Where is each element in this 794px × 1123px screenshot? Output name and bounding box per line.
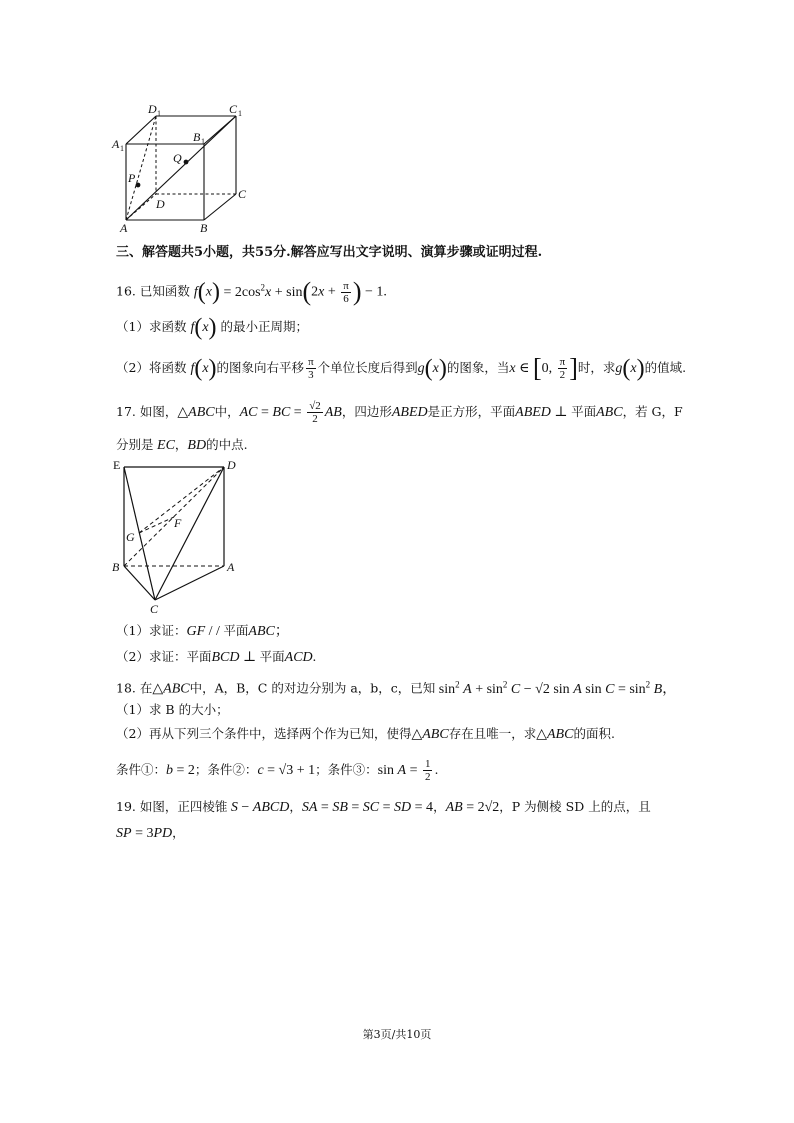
q17-statement: 17. 如图，△ABC中，AC = BC = $\frac{√2}{2}$ AB，四边形ABED是正方形，平面ABED ⊥ 平面ABC，若 G，F (116, 400, 683, 425)
q16-part2-c: 个单位长度后得到 (317, 360, 418, 375)
label-c: C (238, 187, 247, 201)
q18-prefix: 18. 在 (116, 680, 153, 696)
q17-part1: （1）求证：GF / / 平面ABC； (116, 623, 289, 639)
q16-part2-f: 的值域. (644, 360, 687, 375)
prism-figure (108, 455, 248, 617)
q19-line2: SP = 3PD， (116, 825, 185, 841)
q17-mid5: ，若 G，F (622, 404, 683, 419)
label-b: B (112, 560, 120, 574)
q18-part2-a: （2）再从下列三个条件中，选择两个作为已知，使得 (116, 726, 412, 741)
q18-end: . (434, 762, 439, 777)
label-d1-sub: 1 (157, 109, 161, 118)
section-heading: 三、解答题共5小题，共55分.解答应写出文字说明、演算步骤或证明过程. (116, 245, 543, 260)
q17-prefix: 17. 如图， (116, 404, 178, 419)
q16-part2-d: 的图象，当 (446, 360, 510, 375)
label-f: F (174, 516, 182, 530)
q17-line2-c: 的中点. (206, 437, 248, 452)
label-c1-sub: 1 (238, 109, 242, 118)
label-g: G (126, 530, 135, 544)
label-p: P (128, 171, 136, 185)
label-q: Q (173, 151, 182, 165)
q18-statement: 18. 在△ABC中，A，B，C 的对边分别为 a，b，c，已知 $\sin^2 A + \sin^2 C - √2$ sin A $\sin C = \sin^2 B$， (116, 679, 677, 697)
q18-mid1: 中，A，B，C 的对边分别为 a，b，c，已知 (189, 680, 436, 696)
q17-line2-a: 分别是 (116, 437, 154, 452)
q18-part2-c: 的面积. (573, 726, 615, 741)
cube-figure (108, 100, 258, 235)
q19-statement: 19. 如图，正四棱锥 S − ABCD，SA = SB = SC = SD = 4，AB = 2√2，P 为侧棱 SD 上的点，且 (116, 799, 651, 815)
q18-cond1: 条件①： (116, 762, 167, 777)
q16-prefix: 16. 已知函数 (116, 283, 190, 299)
label-d: D (227, 458, 236, 472)
q17-line2: 分别是 EC，BD的中点. (116, 437, 248, 453)
label-d: D (156, 197, 165, 211)
q19-mid1: ， (289, 799, 302, 814)
point-p (136, 183, 141, 188)
q16-part1-a: （1）求函数 (116, 319, 187, 334)
label-c: C (150, 602, 159, 616)
q19-line2-end: ， (172, 825, 185, 840)
q17-mid3: 是正方形，平面 (427, 404, 516, 419)
q19-mid2: ， (433, 799, 446, 814)
q16-part2: （2）将函数 f(x)的图象向右平移 $\frac{\pi}{3}$ 个单位长度后得到g(x)的图象，当x ∈ [0, $\frac{\pi}{2}$ ]时，求g(x)的值域. (116, 353, 687, 383)
q17-part2-a: （2）求证：平面 (116, 649, 212, 664)
label-a: A (227, 560, 235, 574)
q18-part2-b: 存在且唯一，求 (448, 726, 537, 741)
q18-conditions: 条件①：b = 2；条件②：c = √3 + 1；条件③：sin A = $\frac{1}{2}$ . (116, 758, 439, 783)
label-b: B (200, 221, 208, 235)
q18-part2: （2）再从下列三个条件中，选择两个作为已知，使得△ABC存在且唯一，求△ABC的面积. (116, 726, 615, 742)
label-b1-sub: 1 (201, 137, 205, 146)
q16-statement: 16. 已知函数 $f(x) = 2\cos^2x + \sin(2x$ + $\frac{\pi}{6}$ ) − 1. (116, 277, 387, 307)
label-e: E (113, 458, 121, 472)
q17-part1-a: （1）求证： (116, 623, 187, 638)
point-q (184, 160, 189, 165)
q19-mid3: ，P 为侧棱 SD 上的点，且 (499, 799, 651, 814)
q19-prefix: 19. 如图，正四棱锥 (116, 799, 228, 814)
q16-part1-b: 的最小正周期； (220, 319, 309, 334)
q18-part1: （1）求 B 的大小； (116, 702, 229, 717)
label-a: A (120, 221, 128, 235)
q18-cond2: ；条件②： (194, 762, 258, 777)
label-c1: C (229, 102, 238, 116)
q17-mid4: 平面 (571, 404, 597, 419)
q16-part2-b: 的图象向右平移 (216, 360, 305, 375)
label-a1-sub: 1 (120, 144, 124, 153)
label-d1: D (148, 102, 157, 116)
q16-part1: （1）求函数 f(x) 的最小正周期； (116, 314, 309, 341)
q17-line2-b: ， (174, 437, 188, 452)
q16-part2-a: （2）将函数 (116, 360, 187, 375)
label-a1: A (112, 137, 120, 151)
label-b1: B (193, 130, 201, 144)
q17-part1-b: 平面 (223, 623, 249, 638)
q16-part2-e: 时，求 (577, 360, 616, 375)
q17-part2-b: 平面 (259, 649, 285, 664)
q17-part2: （2）求证：平面BCD ⊥ 平面ACD. (116, 649, 317, 665)
q17-mid2: ，四边形 (341, 404, 392, 419)
page-footer: 第3页/共10页 (362, 1028, 432, 1041)
q17-mid1: 中， (214, 404, 240, 419)
q18-cond3: ；条件③： (315, 762, 378, 777)
